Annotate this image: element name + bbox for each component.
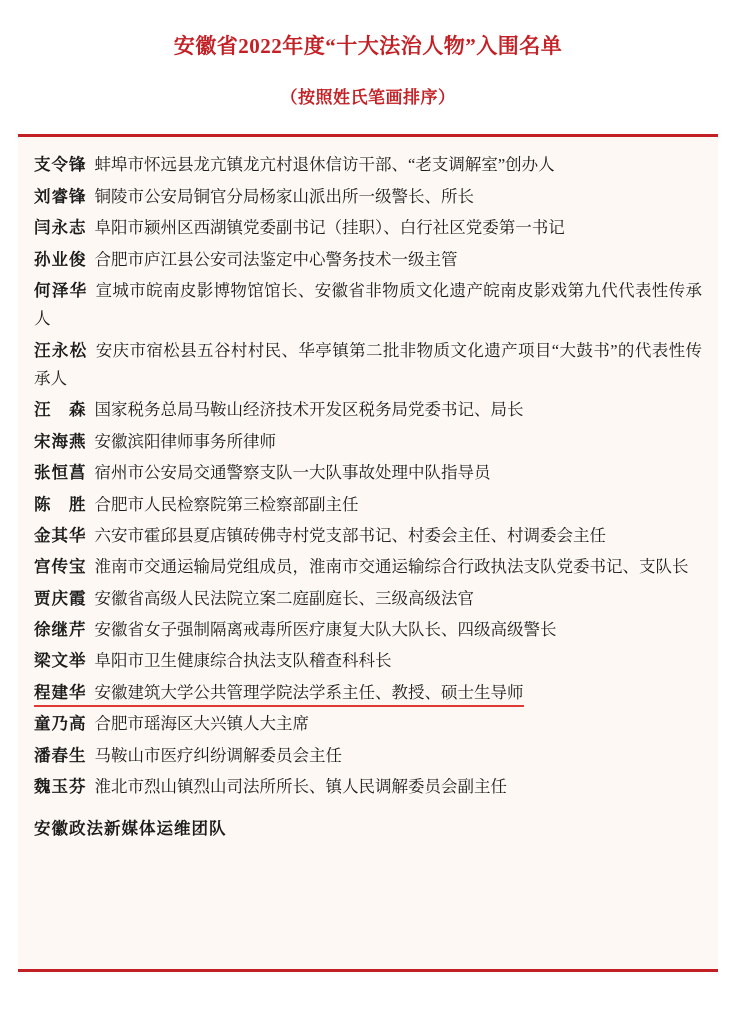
nominee-name: 孙业俊 (34, 249, 87, 269)
list-item-content (34, 218, 565, 237)
list-item (34, 647, 702, 675)
nominee-name: 汪 森 (34, 400, 87, 420)
nominee-name: 梁文举 (34, 651, 87, 671)
list-item-content (34, 495, 359, 514)
list-item-content (34, 777, 507, 796)
list-item (34, 396, 702, 424)
list-item (34, 710, 702, 738)
list-item (34, 585, 702, 613)
list-item (34, 459, 702, 487)
nominee-description: 合肥市庐江县公安司法鉴定中心警务技术一级主管 (94, 249, 458, 269)
nominee-name: 魏玉芬 (34, 776, 87, 796)
list-item-content (34, 281, 702, 328)
nominee-name: 徐继芹 (34, 620, 87, 640)
nominee-description: 淮北市烈山镇烈山司法所所长、镇人民调解委员会副主任 (94, 776, 507, 796)
nominee-name: 宫传宝 (34, 557, 87, 577)
nominee-name: 何泽华 (34, 280, 88, 300)
list-item-content (34, 620, 557, 639)
list-item-content (34, 714, 309, 733)
nominee-description: 安徽省女子强制隔离戒毒所医疗康复大队大队长、四级高级警长 (94, 620, 557, 640)
list-item (34, 214, 702, 242)
nominee-name: 童乃高 (34, 714, 87, 734)
nominee-description: 安徽滨阳律师事务所律师 (94, 431, 276, 451)
list-item (34, 742, 702, 770)
list-item (34, 491, 702, 519)
nominee-name: 金其华 (34, 525, 87, 545)
nominee-name: 贾庆霞 (34, 588, 87, 608)
nominee-list-panel (18, 134, 718, 972)
nominee-name: 宋海燕 (34, 431, 87, 451)
nominee-description: 铜陵市公安局铜官分局杨家山派出所一级警长、所长 (94, 186, 474, 206)
list-item-content (34, 187, 474, 206)
nominee-description: 合肥市瑶海区大兴镇人大主席 (94, 714, 309, 734)
nominee-description: 六安市霍邱县夏店镇砖佛寺村党支部书记、村委会主任、村调委会主任 (94, 525, 606, 545)
list-item-content (34, 526, 606, 545)
nominee-name: 支令锋 (34, 155, 87, 175)
list-item (34, 246, 702, 274)
document-header (0, 0, 736, 108)
nominee-description: 安庆市宿松县五谷村村民、华亭镇第二批非物质文化遗产项目“大鼓书”的代表性传承人 (34, 340, 702, 389)
list-item-content (34, 746, 342, 765)
list-item-content (34, 463, 491, 482)
list-item (34, 773, 702, 801)
nominee-name: 张恒菖 (34, 463, 87, 483)
nominee-description: 马鞍山市医疗纠纷调解委员会主任 (94, 745, 342, 765)
list-item-content (34, 651, 392, 670)
nominee-name: 程建华 (34, 682, 87, 702)
nominee-description: 宿州市公安局交通警察支队一大队事故处理中队指导员 (94, 463, 491, 483)
nominee-description: 蚌埠市怀远县龙亢镇龙亢村退休信访干部、“老支调解室”创办人 (94, 155, 555, 175)
nominee-description: 合肥市人民检察院第三检察部副主任 (94, 494, 359, 514)
team-credit: 安徽政法新媒体运维团队 (34, 819, 227, 839)
list-item (34, 337, 702, 394)
list-item (34, 522, 702, 550)
list-item (34, 553, 702, 581)
nominee-name: 陈 胜 (34, 494, 87, 514)
list-item (34, 616, 702, 644)
nominee-description: 安徽省高级人民法院立案二庭副庭长、三级高级法官 (94, 588, 474, 608)
list-item (34, 151, 702, 179)
nominee-name: 闫永志 (34, 218, 87, 238)
page-title: 安徽省2022年度“十大法治人物”入围名单 (173, 34, 563, 58)
list-item-content (34, 589, 474, 608)
nominee-list (34, 151, 702, 801)
nominee-description: 宣城市皖南皮影博物馆馆长、安徽省非物质文化遗产皖南皮影戏第九代代表性传承人 (34, 280, 703, 329)
list-item-content (34, 341, 702, 388)
nominee-name: 汪永松 (34, 340, 88, 360)
list-item-content (34, 683, 524, 707)
nominee-name: 刘睿锋 (34, 186, 87, 206)
nominee-name: 潘春生 (34, 745, 87, 765)
list-item-content (34, 557, 689, 576)
nominee-description: 阜阳市颍州区西湖镇党委副书记（挂职）、白行社区党委第一书记 (94, 218, 565, 238)
nominee-description: 安徽建筑大学公共管理学院法学系主任、教授、硕士生导师 (94, 682, 524, 702)
list-item (34, 277, 702, 334)
nominee-description: 国家税务总局马鞍山经济技术开发区税务局党委书记、局长 (94, 400, 524, 420)
list-item-content (34, 400, 524, 419)
page-subtitle: （按照姓氏笔画排序） (280, 88, 456, 108)
list-item (34, 679, 702, 707)
nominee-description: 阜阳市卫生健康综合执法支队稽查科科长 (94, 651, 392, 671)
nominee-description: 淮南市交通运输局党组成员，淮南市交通运输综合行政执法支队党委书记、支队长 (94, 557, 689, 577)
list-item-content (34, 432, 276, 451)
list-item-content (34, 155, 555, 174)
list-item-content (34, 250, 458, 269)
list-item (34, 428, 702, 456)
list-item (34, 183, 702, 211)
